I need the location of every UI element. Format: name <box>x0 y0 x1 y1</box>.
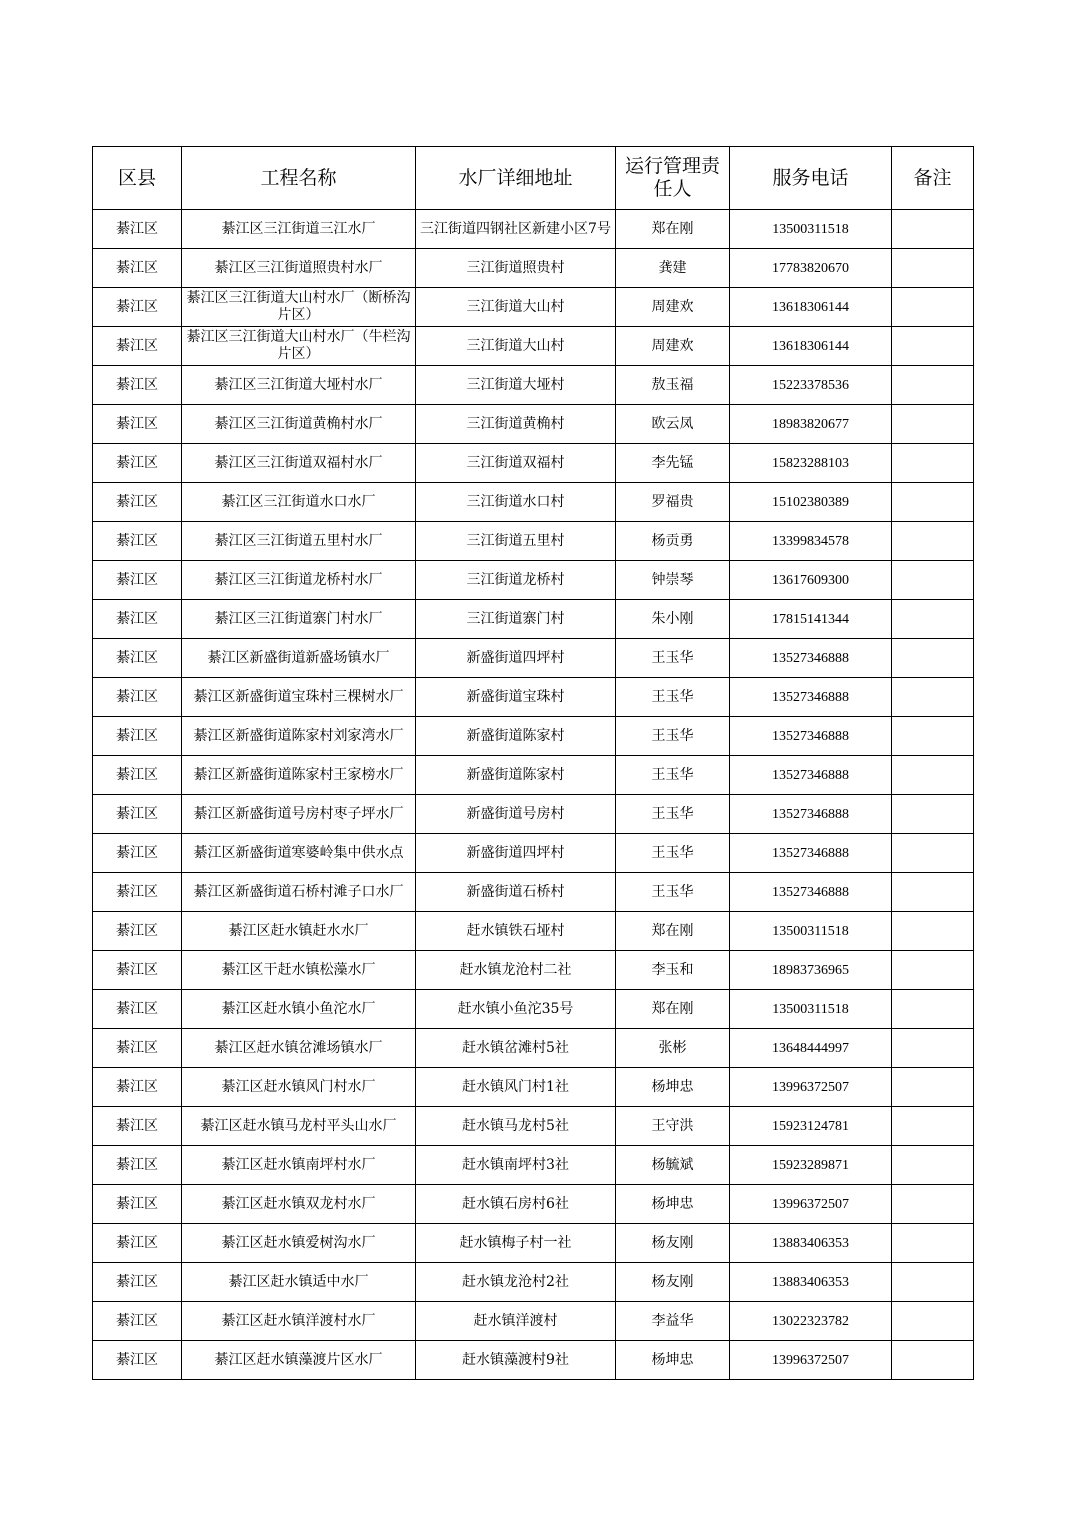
note-cell <box>892 990 974 1029</box>
address-cell: 三江街道龙桥村 <box>416 561 616 600</box>
address-cell: 三江街道大山村 <box>416 288 616 327</box>
note-cell <box>892 756 974 795</box>
manager-cell: 罗福贵 <box>616 483 730 522</box>
note-cell <box>892 717 974 756</box>
phone-cell: 18983820677 <box>730 405 892 444</box>
note-cell <box>892 1302 974 1341</box>
manager-cell: 郑在刚 <box>616 990 730 1029</box>
address-cell: 三江街道黄桷村 <box>416 405 616 444</box>
phone-cell: 13617609300 <box>730 561 892 600</box>
project-name-cell: 綦江区干赶水镇松藻水厂 <box>182 951 416 990</box>
table-row <box>93 288 974 327</box>
note-cell <box>892 327 974 366</box>
project-name-cell: 綦江区新盛街道陈家村王家榜水厂 <box>182 756 416 795</box>
manager-cell: 李益华 <box>616 1302 730 1341</box>
project-name-cell: 綦江区新盛街道号房村枣子坪水厂 <box>182 795 416 834</box>
project-name-cell: 綦江区三江街道大山村水厂（断桥沟片区） <box>182 288 416 327</box>
phone-cell: 15923124781 <box>730 1107 892 1146</box>
table-row <box>93 795 974 834</box>
project-name-cell: 綦江区三江街道水口水厂 <box>182 483 416 522</box>
phone-cell: 17783820670 <box>730 249 892 288</box>
phone-cell: 13527346888 <box>730 717 892 756</box>
project-name-cell: 綦江区赶水镇适中水厂 <box>182 1263 416 1302</box>
project-name-cell: 綦江区三江街道五里村水厂 <box>182 522 416 561</box>
address-cell: 三江街道五里村 <box>416 522 616 561</box>
note-cell <box>892 1029 974 1068</box>
manager-cell: 郑在刚 <box>616 912 730 951</box>
manager-cell: 周建欢 <box>616 288 730 327</box>
phone-cell: 13996372507 <box>730 1341 892 1380</box>
phone-cell: 13527346888 <box>730 873 892 912</box>
manager-cell: 杨坤忠 <box>616 1341 730 1380</box>
phone-cell: 13500311518 <box>730 210 892 249</box>
table-row <box>93 561 974 600</box>
manager-cell: 王玉华 <box>616 873 730 912</box>
manager-cell: 杨贡勇 <box>616 522 730 561</box>
note-cell <box>892 1146 974 1185</box>
header-project-name: 工程名称 <box>182 147 416 210</box>
address-cell: 赶水镇南坪村3社 <box>416 1146 616 1185</box>
project-name-cell: 綦江区赶水镇洋渡村水厂 <box>182 1302 416 1341</box>
table-row <box>93 483 974 522</box>
district-cell: 綦江区 <box>93 717 182 756</box>
project-name-cell: 綦江区三江街道黄桷村水厂 <box>182 405 416 444</box>
manager-cell: 王玉华 <box>616 834 730 873</box>
table-row <box>93 717 974 756</box>
address-cell: 新盛街道陈家村 <box>416 756 616 795</box>
district-cell: 綦江区 <box>93 522 182 561</box>
manager-cell: 王玉华 <box>616 678 730 717</box>
manager-cell: 杨坤忠 <box>616 1068 730 1107</box>
manager-cell: 王玉华 <box>616 795 730 834</box>
project-name-cell: 綦江区赶水镇马龙村平头山水厂 <box>182 1107 416 1146</box>
manager-cell: 李先锰 <box>616 444 730 483</box>
table-row <box>93 366 974 405</box>
note-cell <box>892 483 974 522</box>
project-name-cell: 綦江区新盛街道宝珠村三棵树水厂 <box>182 678 416 717</box>
address-cell: 赶水镇龙沧村二社 <box>416 951 616 990</box>
phone-cell: 13996372507 <box>730 1185 892 1224</box>
district-cell: 綦江区 <box>93 639 182 678</box>
project-name-cell: 綦江区赶水镇赶水水厂 <box>182 912 416 951</box>
district-cell: 綦江区 <box>93 366 182 405</box>
district-cell: 綦江区 <box>93 1185 182 1224</box>
table-row <box>93 1341 974 1380</box>
district-cell: 綦江区 <box>93 249 182 288</box>
header-note: 备注 <box>892 147 974 210</box>
district-cell: 綦江区 <box>93 951 182 990</box>
address-cell: 新盛街道四坪村 <box>416 639 616 678</box>
project-name-cell: 綦江区三江街道照贵村水厂 <box>182 249 416 288</box>
manager-cell: 杨友刚 <box>616 1224 730 1263</box>
manager-cell: 朱小刚 <box>616 600 730 639</box>
district-cell: 綦江区 <box>93 210 182 249</box>
project-name-cell: 綦江区三江街道大垭村水厂 <box>182 366 416 405</box>
district-cell: 綦江区 <box>93 1341 182 1380</box>
manager-cell: 周建欢 <box>616 327 730 366</box>
address-cell: 赶水镇铁石垭村 <box>416 912 616 951</box>
phone-cell: 13500311518 <box>730 990 892 1029</box>
project-name-cell: 綦江区新盛街道陈家村刘家湾水厂 <box>182 717 416 756</box>
note-cell <box>892 210 974 249</box>
manager-cell: 钟崇琴 <box>616 561 730 600</box>
address-cell: 赶水镇风门村1社 <box>416 1068 616 1107</box>
table-row <box>93 678 974 717</box>
manager-cell: 王玉华 <box>616 756 730 795</box>
table-row <box>93 1029 974 1068</box>
manager-cell: 王守洪 <box>616 1107 730 1146</box>
note-cell <box>892 912 974 951</box>
manager-cell: 王玉华 <box>616 717 730 756</box>
note-cell <box>892 444 974 483</box>
phone-cell: 13399834578 <box>730 522 892 561</box>
project-name-cell: 綦江区新盛街道寒婆岭集中供水点 <box>182 834 416 873</box>
project-name-cell: 綦江区赶水镇藻渡片区水厂 <box>182 1341 416 1380</box>
project-name-cell: 綦江区三江街道三江水厂 <box>182 210 416 249</box>
phone-cell: 13996372507 <box>730 1068 892 1107</box>
phone-cell: 15102380389 <box>730 483 892 522</box>
note-cell <box>892 639 974 678</box>
table-row <box>93 1185 974 1224</box>
address-cell: 赶水镇梅子村一社 <box>416 1224 616 1263</box>
district-cell: 綦江区 <box>93 990 182 1029</box>
address-cell: 赶水镇小鱼沱35号 <box>416 990 616 1029</box>
address-cell: 赶水镇岔滩村5社 <box>416 1029 616 1068</box>
district-cell: 綦江区 <box>93 678 182 717</box>
district-cell: 綦江区 <box>93 561 182 600</box>
note-cell <box>892 249 974 288</box>
district-cell: 綦江区 <box>93 483 182 522</box>
note-cell <box>892 1263 974 1302</box>
note-cell <box>892 561 974 600</box>
project-name-cell: 綦江区赶水镇岔滩场镇水厂 <box>182 1029 416 1068</box>
note-cell <box>892 678 974 717</box>
district-cell: 綦江区 <box>93 873 182 912</box>
header-phone: 服务电话 <box>730 147 892 210</box>
phone-cell: 13527346888 <box>730 795 892 834</box>
project-name-cell: 綦江区三江街道双福村水厂 <box>182 444 416 483</box>
manager-cell: 杨毓斌 <box>616 1146 730 1185</box>
phone-cell: 13883406353 <box>730 1224 892 1263</box>
address-cell: 赶水镇龙沧村2社 <box>416 1263 616 1302</box>
address-cell: 三江街道双福村 <box>416 444 616 483</box>
address-cell: 赶水镇马龙村5社 <box>416 1107 616 1146</box>
district-cell: 綦江区 <box>93 1146 182 1185</box>
header-row <box>93 147 974 210</box>
table-row <box>93 1146 974 1185</box>
project-name-cell: 綦江区赶水镇南坪村水厂 <box>182 1146 416 1185</box>
district-cell: 綦江区 <box>93 1224 182 1263</box>
address-cell: 三江街道寨门村 <box>416 600 616 639</box>
district-cell: 綦江区 <box>93 444 182 483</box>
phone-cell: 13527346888 <box>730 834 892 873</box>
table-body <box>93 210 974 1380</box>
manager-cell: 李玉和 <box>616 951 730 990</box>
project-name-cell: 綦江区赶水镇爱树沟水厂 <box>182 1224 416 1263</box>
table-row <box>93 1107 974 1146</box>
address-cell: 三江街道四钢社区新建小区7号 <box>416 210 616 249</box>
project-name-cell: 綦江区新盛街道新盛场镇水厂 <box>182 639 416 678</box>
note-cell <box>892 1068 974 1107</box>
manager-cell: 欧云凤 <box>616 405 730 444</box>
note-cell <box>892 873 974 912</box>
water-plant-table <box>92 146 974 1380</box>
note-cell <box>892 288 974 327</box>
manager-cell: 龚建 <box>616 249 730 288</box>
note-cell <box>892 951 974 990</box>
district-cell: 綦江区 <box>93 1263 182 1302</box>
manager-cell: 张彬 <box>616 1029 730 1068</box>
address-cell: 赶水镇洋渡村 <box>416 1302 616 1341</box>
header-address: 水厂详细地址 <box>416 147 616 210</box>
phone-cell: 13500311518 <box>730 912 892 951</box>
district-cell: 綦江区 <box>93 756 182 795</box>
manager-cell: 敖玉福 <box>616 366 730 405</box>
district-cell: 綦江区 <box>93 405 182 444</box>
note-cell <box>892 1224 974 1263</box>
table-row <box>93 600 974 639</box>
district-cell: 綦江区 <box>93 288 182 327</box>
address-cell: 赶水镇藻渡村9社 <box>416 1341 616 1380</box>
district-cell: 綦江区 <box>93 912 182 951</box>
address-cell: 新盛街道四坪村 <box>416 834 616 873</box>
project-name-cell: 綦江区赶水镇双龙村水厂 <box>182 1185 416 1224</box>
note-cell <box>892 366 974 405</box>
address-cell: 三江街道大垭村 <box>416 366 616 405</box>
project-name-cell: 綦江区新盛街道石桥村滩子口水厂 <box>182 873 416 912</box>
table-row <box>93 834 974 873</box>
project-name-cell: 綦江区三江街道寨门村水厂 <box>182 600 416 639</box>
table-row <box>93 327 974 366</box>
phone-cell: 15923289871 <box>730 1146 892 1185</box>
table-row <box>93 639 974 678</box>
table-row <box>93 756 974 795</box>
manager-cell: 杨友刚 <box>616 1263 730 1302</box>
address-cell: 三江街道水口村 <box>416 483 616 522</box>
district-cell: 綦江区 <box>93 1107 182 1146</box>
address-cell: 三江街道照贵村 <box>416 249 616 288</box>
table-row <box>93 912 974 951</box>
district-cell: 綦江区 <box>93 1029 182 1068</box>
project-name-cell: 綦江区三江街道龙桥村水厂 <box>182 561 416 600</box>
phone-cell: 13883406353 <box>730 1263 892 1302</box>
manager-cell: 王玉华 <box>616 639 730 678</box>
phone-cell: 13527346888 <box>730 639 892 678</box>
phone-cell: 13618306144 <box>730 327 892 366</box>
address-cell: 新盛街道宝珠村 <box>416 678 616 717</box>
phone-cell: 15823288103 <box>730 444 892 483</box>
table-row <box>93 522 974 561</box>
table-row <box>93 990 974 1029</box>
phone-cell: 13618306144 <box>730 288 892 327</box>
note-cell <box>892 834 974 873</box>
phone-cell: 17815141344 <box>730 600 892 639</box>
project-name-cell: 綦江区赶水镇风门村水厂 <box>182 1068 416 1107</box>
project-name-cell: 綦江区三江街道大山村水厂（牛栏沟片区） <box>182 327 416 366</box>
address-cell: 三江街道大山村 <box>416 327 616 366</box>
project-name-cell: 綦江区赶水镇小鱼沱水厂 <box>182 990 416 1029</box>
phone-cell: 15223378536 <box>730 366 892 405</box>
note-cell <box>892 795 974 834</box>
note-cell <box>892 1107 974 1146</box>
note-cell <box>892 1185 974 1224</box>
table-row <box>93 1224 974 1263</box>
phone-cell: 13648444997 <box>730 1029 892 1068</box>
phone-cell: 18983736965 <box>730 951 892 990</box>
phone-cell: 13527346888 <box>730 678 892 717</box>
district-cell: 綦江区 <box>93 1068 182 1107</box>
table-row <box>93 444 974 483</box>
phone-cell: 13022323782 <box>730 1302 892 1341</box>
district-cell: 綦江区 <box>93 795 182 834</box>
district-cell: 綦江区 <box>93 834 182 873</box>
note-cell <box>892 600 974 639</box>
phone-cell: 13527346888 <box>730 756 892 795</box>
address-cell: 新盛街道陈家村 <box>416 717 616 756</box>
address-cell: 新盛街道石桥村 <box>416 873 616 912</box>
note-cell <box>892 405 974 444</box>
table-row <box>93 249 974 288</box>
manager-cell: 郑在刚 <box>616 210 730 249</box>
address-cell: 赶水镇石房村6社 <box>416 1185 616 1224</box>
table-row <box>93 405 974 444</box>
manager-cell: 杨坤忠 <box>616 1185 730 1224</box>
table-row <box>93 873 974 912</box>
note-cell <box>892 1341 974 1380</box>
note-cell <box>892 522 974 561</box>
header-manager: 运行管理责任人 <box>616 147 730 210</box>
district-cell: 綦江区 <box>93 1302 182 1341</box>
table-row <box>93 210 974 249</box>
table-row <box>93 1302 974 1341</box>
header-district: 区县 <box>93 147 182 210</box>
table-row <box>93 1068 974 1107</box>
district-cell: 綦江区 <box>93 327 182 366</box>
table-row <box>93 951 974 990</box>
district-cell: 綦江区 <box>93 600 182 639</box>
address-cell: 新盛街道号房村 <box>416 795 616 834</box>
table-row <box>93 1263 974 1302</box>
